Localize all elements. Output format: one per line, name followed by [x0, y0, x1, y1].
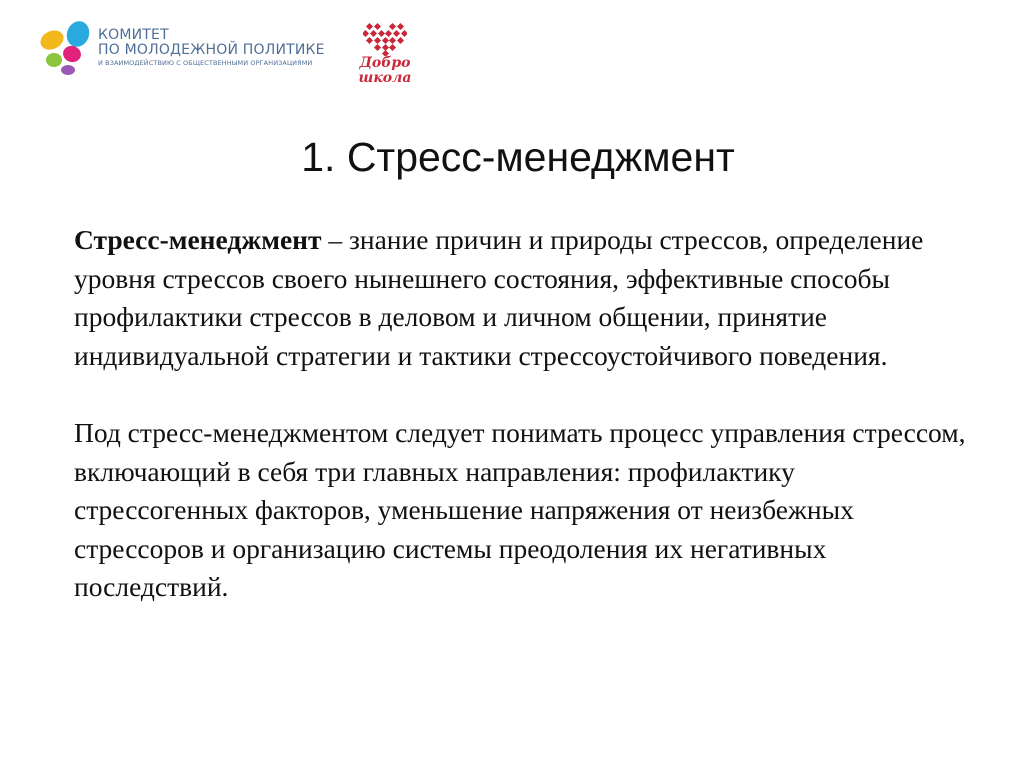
definition-paragraph [74, 221, 974, 375]
slide-body [74, 221, 974, 607]
dobro-shkola-logo [353, 22, 417, 92]
dobro-shkola-wordmark [353, 56, 417, 86]
committee-name-line2: ПО МОЛОДЕЖНОЙ ПОЛИТИКЕ [98, 42, 325, 58]
defined-term: Стресс-менеджмент [74, 224, 322, 255]
committee-logo [38, 20, 325, 84]
dobro-shkola-line1: Добро [359, 55, 411, 71]
committee-name-line1: КОМИТЕТ [98, 27, 169, 43]
committee-name-line3: И ВЗАИМОДЕЙСТВИЮ С ОБЩЕСТВЕННЫМИ ОРГАНИЗАЦИЯМИ [98, 59, 313, 67]
process-paragraph: Под стресс-менеджментом следует понимать процесс управления стрессом, включающий в себя три главных направления: профилактику стрессогенных факторов, уменьшение напряжения от неизбежных стрессоров и организацию системы преодоления их негативных последствий. [74, 417, 966, 602]
committee-emblem-icon [38, 20, 94, 78]
definition-text: – знание причин и природы стрессов, определение уровня стрессов своего нынешнего состояния, эффективные способы профилактики стрессов в деловом и личном общении, принятие индивидуальной стратегии и тактики стрессоустойчивого поведения. [74, 224, 924, 371]
heart-pattern-icon [363, 22, 407, 56]
slide-title: 1. Стресс-менеджмент [301, 134, 735, 180]
committee-name [98, 28, 325, 68]
dobro-shkola-line2: школа [358, 70, 412, 86]
